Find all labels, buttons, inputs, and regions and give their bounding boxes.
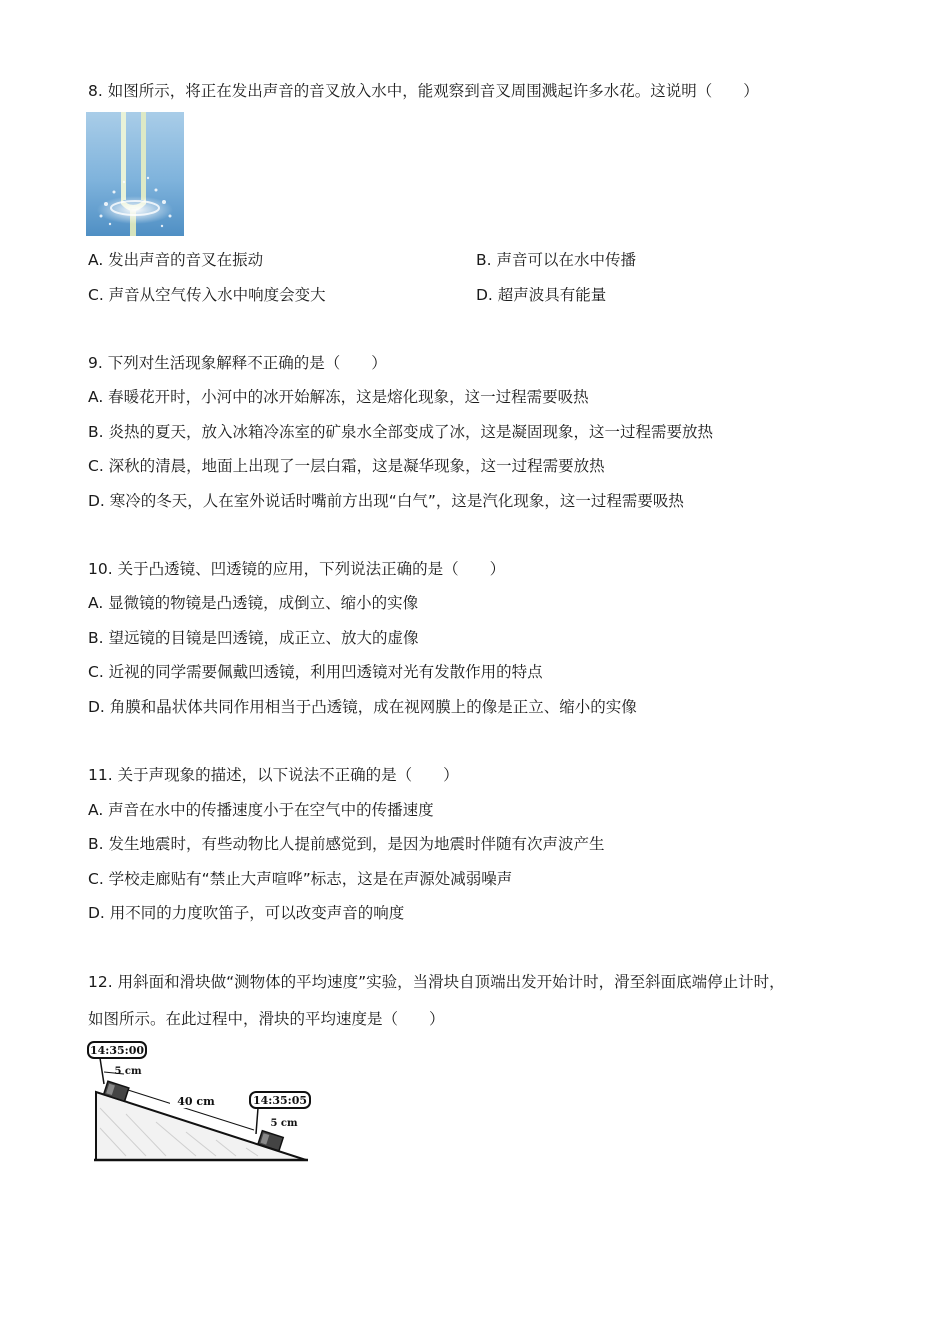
question-10-option-b: B. 望远镜的目镜是凹透镜，成正立、放大的虚像 (88, 629, 419, 647)
timer-end-text: 14:35:05 (252, 1094, 308, 1107)
question-11-option-c: C. 学校走廊贴有“禁止大声喧哗”标志，这是在声源处减弱噪声 (88, 870, 513, 888)
question-10-stem: 10. 关于凸透镜、凹透镜的应用，下列说法正确的是（ ） (88, 560, 506, 578)
length-block-bottom-label: 5 cm (270, 1118, 298, 1129)
question-9-option-c: C. 深秋的清晨，地面上出现了一层白霜，这是凝华现象，这一过程需要放热 (88, 457, 605, 475)
question-8-stem: 8. 如图所示，将正在发出声音的音叉放入水中，能观察到音叉周围溅起许多水花。这说明（ ） (88, 82, 759, 100)
length-block-top-label: 5 cm (114, 1066, 142, 1077)
question-11-option-a: A. 声音在水中的传播速度小于在空气中的传播速度 (88, 801, 434, 819)
question-9-option-b: B. 炎热的夏天，放入冰箱冷冻室的矿泉水全部变成了冰，这是凝固现象，这一过程需要放热 (88, 423, 713, 441)
question-8-option-b: B. 声音可以在水中传播 (476, 251, 636, 269)
question-10-option-c: C. 近视的同学需要佩戴凹透镜，利用凹透镜对光有发散作用的特点 (88, 663, 543, 681)
question-11-option-d: D. 用不同的力度吹笛子，可以改变声音的响度 (88, 904, 405, 922)
length-track-label: 40 cm (177, 1095, 215, 1108)
question-10-option-d: D. 角膜和晶状体共同作用相当于凸透镜，成在视网膜上的像是正立、缩小的实像 (88, 698, 637, 716)
question-10-option-a: A. 显微镜的物镜是凸透镜，成倒立、缩小的实像 (88, 594, 419, 612)
timer-start-text: 14:35:00 (89, 1044, 145, 1057)
question-8-option-a: A. 发出声音的音叉在振动 (88, 251, 264, 269)
question-8-option-d: D. 超声波具有能量 (476, 286, 607, 304)
question-9-stem: 9. 下列对生活现象解释不正确的是（ ） (88, 354, 387, 372)
question-12-stem-line-2: 如图所示。在此过程中，滑块的平均速度是（ ） (88, 1010, 445, 1028)
incline-slider-figure (86, 1038, 314, 1166)
question-9-option-a: A. 春暖花开时，小河中的冰开始解冻，这是熔化现象，这一过程需要吸热 (88, 388, 589, 406)
tuning-fork-in-water-image (86, 112, 184, 236)
question-11-stem: 11. 关于声现象的描述，以下说法不正确的是（ ） (88, 766, 459, 784)
question-8-option-c: C. 声音从空气传入水中响度会变大 (88, 286, 326, 304)
question-11-option-b: B. 发生地震时，有些动物比人提前感觉到，是因为地震时伴随有次声波产生 (88, 835, 605, 853)
question-9-option-d: D. 寒冷的冬天，人在室外说话时嘴前方出现“白气”，这是汽化现象，这一过程需要吸热 (88, 492, 684, 510)
question-12-stem-line-1: 12. 用斜面和滑块做“测物体的平均速度”实验，当滑块自顶端出发开始计时，滑至斜面底端停止计时， (88, 973, 785, 991)
